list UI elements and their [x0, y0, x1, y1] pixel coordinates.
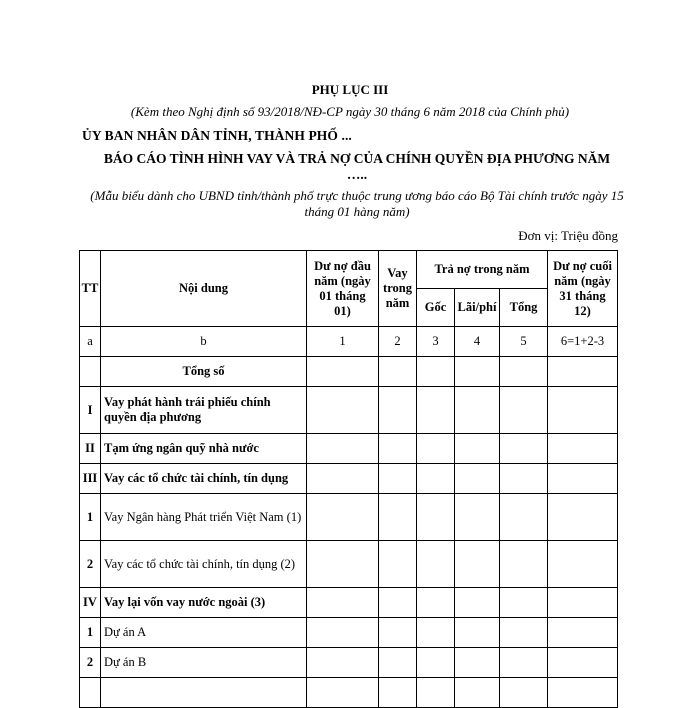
row-tt [80, 678, 101, 708]
table-row [80, 678, 618, 708]
header-tt: TT [80, 251, 101, 327]
debt-report-table [79, 250, 618, 708]
index-cell: 1 [307, 327, 379, 357]
row-content: Tạm ứng ngân quỹ nhà nước [101, 434, 307, 464]
index-cell: 2 [379, 327, 417, 357]
table-row [80, 588, 618, 618]
index-cell: 6=1+2-3 [548, 327, 618, 357]
header-principal: Gốc [417, 289, 455, 327]
index-cell: b [101, 327, 307, 357]
report-title-year: ….. [346, 167, 368, 182]
report-title [82, 151, 632, 183]
index-cell: a [80, 327, 101, 357]
row-tt: II [80, 434, 101, 464]
header-interest: Lãi/phí [455, 289, 500, 327]
row-tt [80, 357, 101, 387]
unit-label: Đơn vị: Triệu đồng [518, 228, 618, 243]
table-row [80, 464, 618, 494]
appendix-title: PHỤ LỤC III [311, 82, 389, 97]
header-row-1 [80, 251, 618, 289]
table-row [80, 434, 618, 464]
header-closing-debt: Dư nợ cuối năm (ngày 31 tháng 12) [548, 251, 618, 327]
table-row [80, 618, 618, 648]
header-content: Nội dung [101, 251, 307, 327]
index-cell: 5 [500, 327, 548, 357]
authority-name: ỦY BAN NHÂN DÂN TỈNH, THÀNH PHỐ ... [82, 128, 352, 143]
table-row [80, 648, 618, 678]
row-tt: III [80, 464, 101, 494]
row-content: Vay các tổ chức tài chính, tín dụng (2) [101, 541, 307, 588]
row-content: Dự án A [101, 618, 307, 648]
row-content [101, 678, 307, 708]
row-tt: 2 [80, 541, 101, 588]
index-cell: 3 [417, 327, 455, 357]
index-cell: 4 [455, 327, 500, 357]
form-note: (Mẫu biểu dành cho UBND tỉnh/thành phố trực thuộc trung ương báo cáo Bộ Tài chính trước ngày 15 tháng 01 hàng năm) [90, 188, 624, 219]
row-tt: I [80, 387, 101, 434]
table-row [80, 541, 618, 588]
row-tt: 1 [80, 618, 101, 648]
row-tt: 1 [80, 494, 101, 541]
report-title-line: BÁO CÁO TÌNH HÌNH VAY VÀ TRẢ NỢ CỦA CHÍNH QUYỀN ĐỊA PHƯƠNG NĂM [103, 151, 611, 166]
row-tt: IV [80, 588, 101, 618]
table-body [80, 327, 618, 708]
row-content: Vay các tổ chức tài chính, tín dụng [101, 464, 307, 494]
index-row [80, 327, 618, 357]
header-borrow: Vay trong năm [379, 251, 417, 327]
row-content: Vay phát hành trái phiếu chính quyền địa phương [101, 387, 307, 434]
header-repay-group: Trả nợ trong năm [417, 251, 548, 289]
table-row [80, 494, 618, 541]
table-row [80, 357, 618, 387]
row-content: Vay lại vốn vay nước ngoài (3) [101, 588, 307, 618]
row-content: Tổng số [101, 357, 307, 387]
table-row [80, 387, 618, 434]
decree-reference: (Kèm theo Nghị định số 93/2018/NĐ-CP ngày 30 tháng 6 năm 2018 của Chính phủ) [130, 104, 570, 119]
header-opening-debt: Dư nợ đầu năm (ngày 01 tháng 01) [307, 251, 379, 327]
row-content: Vay Ngân hàng Phát triển Việt Nam (1) [101, 494, 307, 541]
header-total: Tổng [500, 289, 548, 327]
row-tt: 2 [80, 648, 101, 678]
row-content: Dự án B [101, 648, 307, 678]
